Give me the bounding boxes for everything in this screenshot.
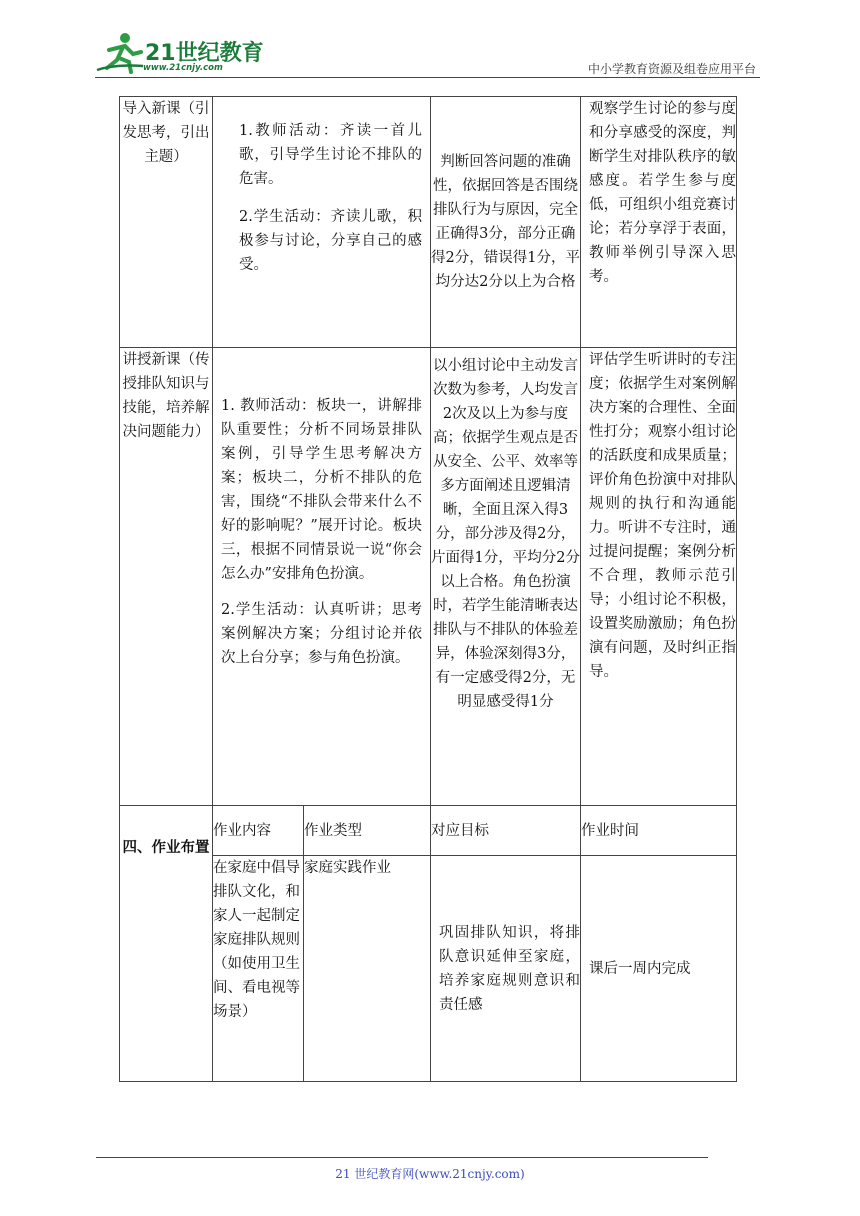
homework-goal-cell bbox=[431, 856, 581, 1082]
homework-time: 课后一周内完成 bbox=[589, 960, 691, 977]
table-row-teach bbox=[120, 348, 737, 806]
stage-cell bbox=[120, 97, 213, 348]
logo-url: www.21cnjy.com bbox=[143, 63, 223, 73]
criteria-cell bbox=[431, 348, 581, 806]
section-title-cell bbox=[120, 806, 213, 1082]
lesson-plan-table bbox=[119, 96, 737, 1082]
homework-type-cell bbox=[304, 856, 431, 1082]
column-header: 作业时间 bbox=[581, 806, 737, 856]
homework-time-cell bbox=[581, 856, 737, 1082]
homework-type: 家庭实践作业 bbox=[304, 860, 391, 876]
page-header bbox=[95, 30, 760, 78]
activity-cell bbox=[213, 97, 431, 348]
column-header: 作业内容 bbox=[213, 806, 304, 856]
feedback-cell bbox=[581, 97, 737, 348]
feedback-cell bbox=[581, 348, 737, 806]
logo-text: 21世纪教育 bbox=[145, 41, 264, 66]
homework-content: 在家庭中倡导排队文化，和家人一起制定家庭排队规则（如使用卫生间、看电视等场景） bbox=[213, 860, 300, 1020]
stage-label: 导入新课（引发思考，引出主题） bbox=[122, 101, 210, 165]
teacher-activity: 1.教师活动：齐读一首儿歌，引导学生讨论不排队的危害。 bbox=[239, 123, 422, 187]
footer-link[interactable]: 21 世纪教育网(www.21cnjy.com) bbox=[335, 1167, 525, 1181]
column-header: 作业类型 bbox=[304, 806, 431, 856]
runner-icon bbox=[95, 30, 147, 76]
homework-goal: 巩固排队知识，将排队意识延伸至家庭，培养家庭规则意识和责任感 bbox=[439, 924, 580, 1013]
header-divider bbox=[95, 77, 760, 78]
table-row-homework bbox=[120, 856, 737, 1082]
criteria-text: 以小组讨论中主动发言次数为参考，人均发言2次及以上为参与度高；依据学生观点是否从安全、公平、效率等多方面阐述且逻辑清晰，全面且深入得3分，部分涉及得2分，片面得1分，平均分2分以上合格。角色扮演时，若学生能清晰表达排队与不排队的体验差异，体验深刻得3分，有一定感受得2分，无明显感受得1分 bbox=[431, 358, 580, 710]
feedback-text: 评估学生听讲时的专注度；依据学生对案例解决方案的合理性、全面性打分；观察小组讨论的活跃度和成果质量；评价角色扮演中对排队规则的执行和沟通能力。听讲不专注时，通过提问提醒；案例分析不合理，教师示范引导；小组讨论不积极，设置奖励激励；角色扮演有问题，及时纠正指导。 bbox=[589, 352, 736, 680]
site-logo[interactable] bbox=[95, 30, 265, 76]
section-title: 四、作业布置 bbox=[122, 840, 210, 856]
stage-cell bbox=[120, 348, 213, 806]
activity-cell bbox=[213, 348, 431, 806]
teacher-activity: 1. 教师活动：板块一，讲解排队重要性；分析不同场景排队案例，引导学生思考解决方案；板块二，分析不排队的危害，围绕“不排队会带来什么不好的影响呢？”展开讨论。板块三，根据不同情景说一说“你会怎么办”安排角色扮演。 bbox=[221, 398, 422, 582]
criteria-cell bbox=[431, 97, 581, 348]
student-activity: 2.学生活动：齐读儿歌，积极参与讨论，分享自己的感受。 bbox=[239, 209, 422, 273]
table-row-intro bbox=[120, 97, 737, 348]
stage-label: 讲授新课（传授排队知识与技能，培养解决问题能力） bbox=[122, 352, 210, 440]
platform-name: 中小学教育资源及组卷应用平台 bbox=[587, 62, 756, 76]
homework-content-cell bbox=[213, 856, 304, 1082]
student-activity: 2.学生活动：认真听讲；思考案例解决方案；分组讨论并依次上台分享；参与角色扮演。 bbox=[221, 602, 422, 666]
criteria-text: 判断回答问题的准确性，依据回答是否围绕排队行为与原因，完全正确得3分，部分正确得2分，错误得1分，平均分达2分以上为合格 bbox=[431, 154, 580, 290]
footer-divider bbox=[96, 1157, 708, 1158]
table-row-homework-header bbox=[120, 806, 737, 856]
column-header: 对应目标 bbox=[431, 806, 581, 856]
feedback-text: 观察学生讨论的参与度和分享感受的深度，判断学生对排队秩序的敏感度。若学生参与度低，可组织小组竞赛讨论；若分享浮于表面，教师举例引导深入思考。 bbox=[589, 101, 736, 285]
